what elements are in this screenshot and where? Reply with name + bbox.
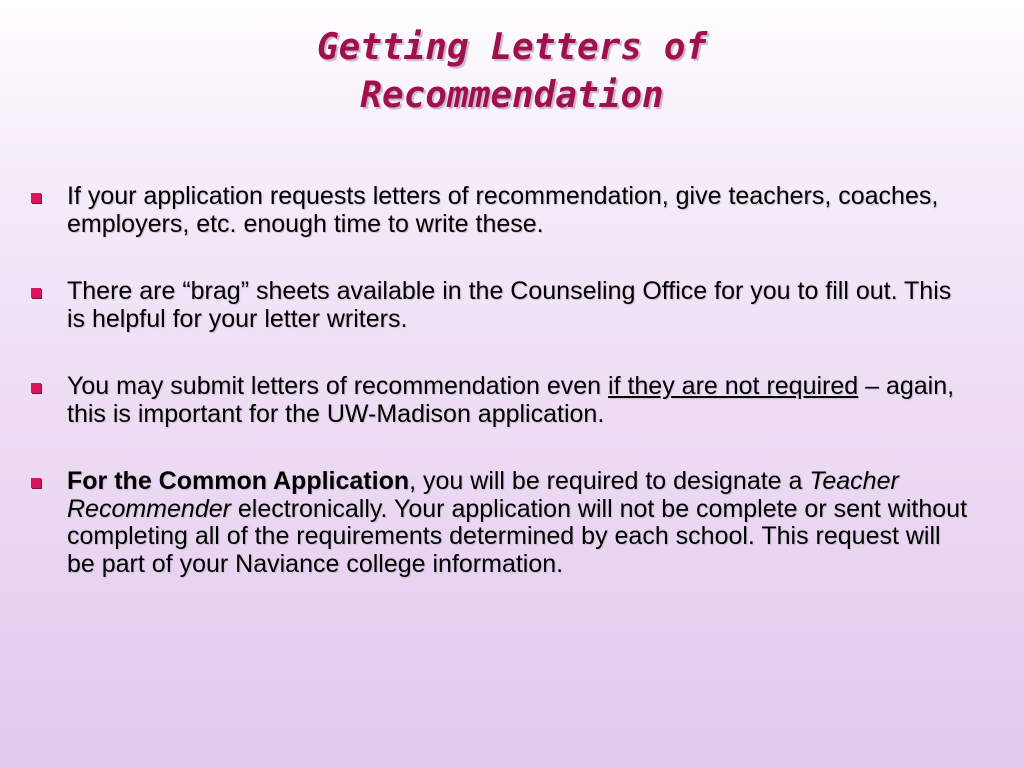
square-bullet-icon xyxy=(31,193,41,203)
bullet-item-brag-sheets xyxy=(0,278,1024,333)
italic-phrase: Teacher Recommender xyxy=(67,467,899,523)
bullet-text-end: – again, this is important for the UW-Madison application. xyxy=(67,372,955,428)
slide-title-line-1: Getting Letters of xyxy=(316,27,708,68)
underlined-phrase: if they are not required xyxy=(608,372,859,400)
bullet-item-optional-letters xyxy=(0,373,1024,428)
slide-title xyxy=(0,24,1024,120)
square-bullet-icon xyxy=(31,288,41,298)
bullet-text-start: You may submit letters of recommendation even xyxy=(67,372,609,400)
bullet-text: There are “brag” sheets available in the Counseling Office for you to fill out. This is helpful for your letter writers. xyxy=(67,277,952,333)
bullet-item-common-application xyxy=(0,468,1024,578)
bullet-text-end: electronically. Your application will not be complete or sent without completing all of the requirements determined by each school. This request will be part of your Naviance college information. xyxy=(67,494,968,578)
square-bullet-icon xyxy=(31,478,41,488)
bullet-text-mid: , you will be required to designate a xyxy=(409,467,810,495)
square-bullet-icon xyxy=(31,383,41,393)
bullet-item-letters-time xyxy=(0,183,1024,238)
slide-title-line-2: Recommendation xyxy=(360,75,664,116)
bold-phrase: For the Common Application xyxy=(67,467,410,495)
bullet-text: If your application requests letters of recommendation, give teachers, coaches, employers, etc. enough time to write these. xyxy=(67,182,939,238)
bullet-list xyxy=(0,183,1024,618)
